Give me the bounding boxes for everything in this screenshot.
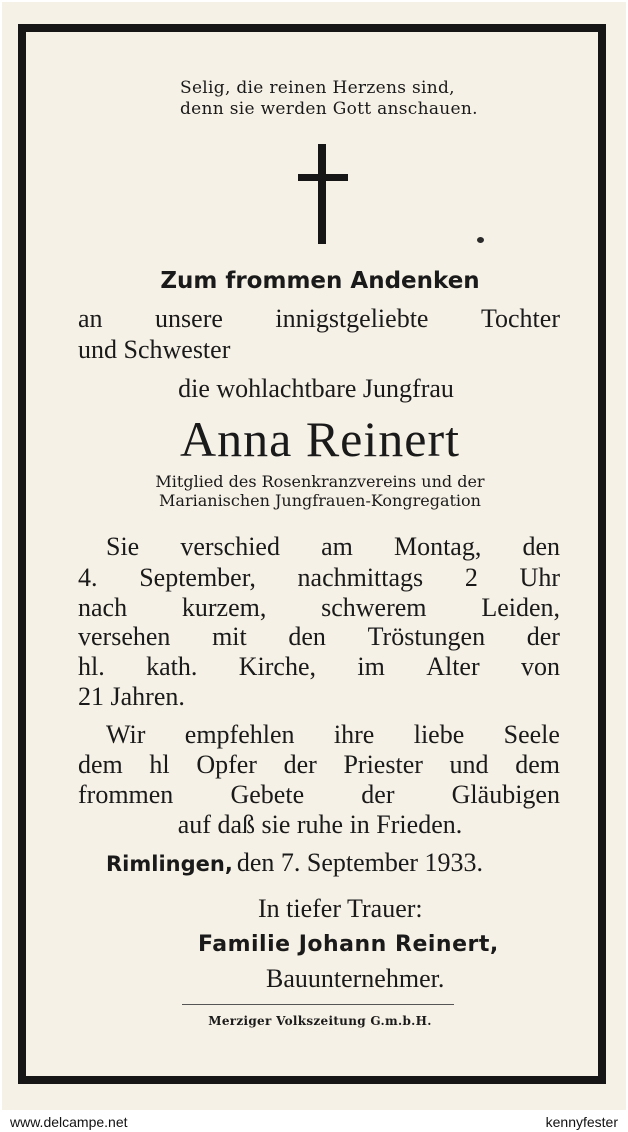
membership bbox=[6, 472, 628, 510]
divider-rule bbox=[182, 1004, 454, 1005]
watermark-right: kennyfester bbox=[545, 1114, 618, 1130]
place-date-line bbox=[106, 848, 566, 878]
membership-line-1: Mitglied des Rosenkranzvereins und der bbox=[155, 472, 485, 491]
occupation: Bauunternehmer. bbox=[266, 964, 445, 993]
prayer-line-2: dem hl Opfer der Priester und dem bbox=[78, 750, 560, 779]
membership-line-2: Marianischen Jungfrauen-Kongregation bbox=[159, 491, 481, 510]
printer-credit: Merziger Volkszeitung G.m.b.H. bbox=[208, 1014, 432, 1028]
family: Familie Johann Reinert, bbox=[198, 932, 499, 957]
notice-line-3: nach kurzem, schwerem Leiden, bbox=[78, 593, 560, 622]
dedication-line-2: und Schwester bbox=[78, 335, 231, 364]
mourning: In tiefer Trauer: bbox=[258, 894, 423, 923]
motto bbox=[180, 78, 580, 119]
notice-line-2: 4. September, nachmittags 2 Uhr bbox=[78, 563, 560, 592]
notice-line-1: Sie verschied am Montag, den bbox=[106, 532, 560, 561]
motto-line-2: denn sie werden Gott anschauen. bbox=[180, 99, 478, 119]
watermark-left: www.delcampe.net bbox=[10, 1114, 128, 1130]
memorial-heading: Zum frommen Andenken bbox=[160, 268, 480, 294]
memorial-card bbox=[2, 2, 626, 1110]
prayer-line-4: auf daß sie ruhe in Frieden. bbox=[177, 810, 463, 839]
dedication-line-1: an unsere innigstgeliebte Tochter bbox=[78, 304, 560, 333]
title-line: die wohlachtbare Jungfrau bbox=[178, 374, 454, 403]
deceased-name: Anna Reinert bbox=[180, 411, 460, 467]
notice-line-5: hl. kath. Kirche, im Alter von bbox=[78, 652, 560, 681]
notice-line-6: 21 Jahren. bbox=[78, 682, 185, 711]
paper-speck bbox=[477, 237, 484, 243]
date: den 7. September 1933. bbox=[236, 848, 484, 877]
prayer-line-3: frommen Gebete der Gläubigen bbox=[78, 780, 560, 809]
notice-line-4: versehen mit den Tröstungen der bbox=[78, 622, 560, 651]
place: Rimlingen, bbox=[106, 852, 233, 876]
motto-line-1: Selig, die reinen Herzens sind, bbox=[180, 78, 455, 98]
prayer-line-1: Wir empfehlen ihre liebe Seele bbox=[106, 720, 560, 749]
